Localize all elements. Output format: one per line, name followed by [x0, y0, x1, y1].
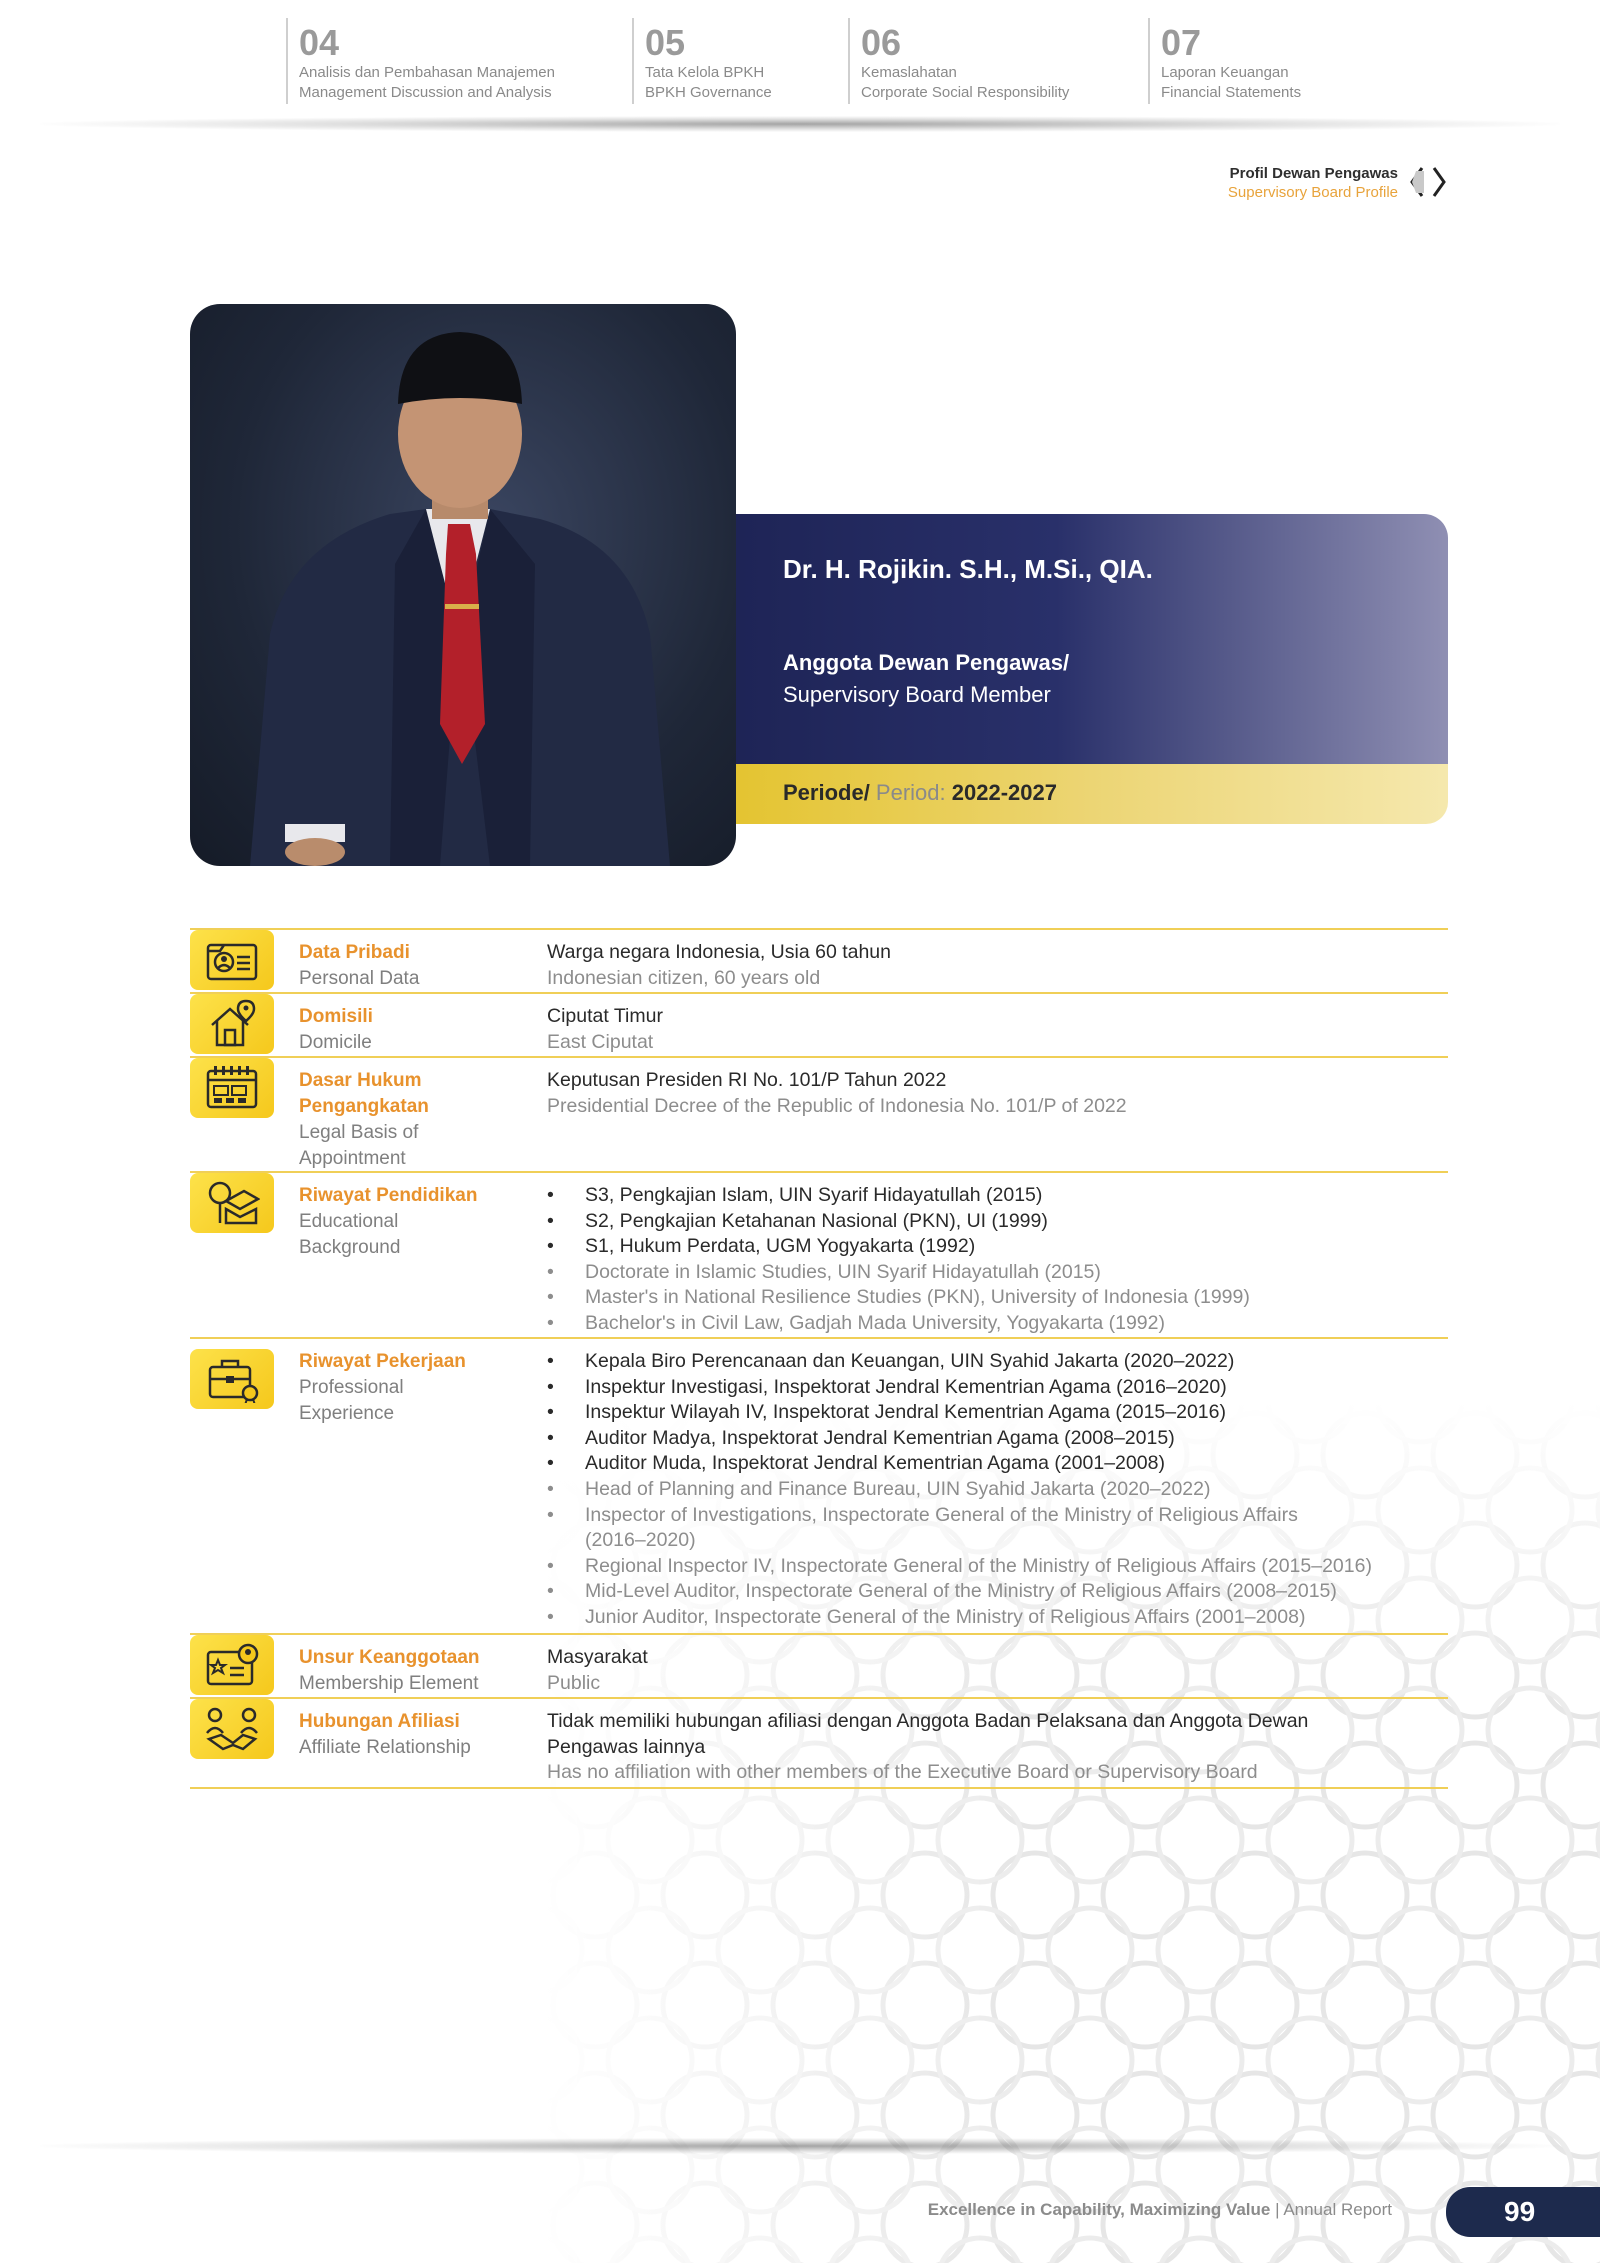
row-labels	[299, 1349, 499, 1427]
row-label-en: Legal Basis of Appointment	[299, 1122, 419, 1169]
row-content	[537, 1699, 1448, 1796]
row-value-id: Tidak memiliki hubungan afiliasi dengan Anggota Badan Pelaksana dan Anggota Dewan Pengawas lainnya	[547, 1710, 1309, 1758]
education-list	[547, 1183, 1438, 1337]
row-label-en: Affiliate Relationship	[299, 1737, 471, 1758]
footer-tagline	[928, 2200, 1392, 2220]
info-row-personal-data	[190, 928, 1448, 992]
period-label-en: Period:	[869, 780, 946, 805]
id-card-icon	[190, 930, 274, 990]
list-item: • Master's in National Resilience Studies (PKN), University of Indonesia (1999)	[547, 1285, 1438, 1311]
row-label-en: Educational Background	[299, 1211, 401, 1258]
section-header	[1228, 164, 1398, 202]
section-title-en: Supervisory Board Profile	[1227, 184, 1398, 201]
list-item: • Inspector of Investigations, Inspectorate General of the Ministry of Religious Affairs (2016–2020)	[547, 1503, 1438, 1554]
row-label-id: Domisili	[299, 1006, 373, 1027]
list-item: • S1, Hukum Perdata, UGM Yogyakarta (1992)	[547, 1234, 1438, 1260]
row-labels	[299, 940, 499, 992]
info-row-domicile	[190, 992, 1448, 1056]
row-value-id: Keputusan Presiden RI No. 101/P Tahun 2022	[547, 1069, 947, 1091]
row-value-en: Has no affiliation with other members of the Executive Board or Supervisory Board	[547, 1761, 1258, 1784]
chapter-07-link[interactable]	[1148, 18, 1368, 104]
header-shadow-divider	[40, 116, 1560, 132]
page-number: 99	[1446, 2187, 1600, 2237]
chapter-number: 05	[645, 22, 686, 63]
row-labels	[299, 1709, 499, 1761]
period-text	[783, 780, 1057, 806]
list-item: • Head of Planning and Finance Bureau, UIN Syahid Jakarta (2020–2022)	[547, 1477, 1438, 1503]
chapter-number: 07	[1161, 22, 1202, 63]
person-portrait-icon	[190, 304, 736, 866]
row-label-en: Professional Experience	[299, 1377, 404, 1424]
education-icon	[190, 1173, 274, 1233]
list-item: • Doctorate in Islamic Studies, UIN Syarif Hidayatullah (2015)	[547, 1260, 1438, 1286]
footer-report: Annual Report	[1283, 2200, 1392, 2219]
profile-role-en: Supervisory Board Member	[783, 682, 1051, 707]
row-content	[537, 930, 1448, 1001]
row-label-id: Riwayat Pekerjaan	[299, 1351, 466, 1372]
list-item: • S2, Pengkajian Ketahanan Nasional (PKN), UI (1999)	[547, 1209, 1438, 1235]
handshake-icon	[190, 1699, 274, 1759]
info-row-professional-experience	[190, 1337, 1448, 1633]
list-item: • S3, Pengkajian Islam, UIN Syarif Hidayatullah (2015)	[547, 1183, 1438, 1209]
info-row-education	[190, 1171, 1448, 1337]
row-value-id: Ciputat Timur	[547, 1005, 663, 1027]
list-item: • Kepala Biro Perencanaan dan Keuangan, UIN Syahid Jakarta (2020–2022)	[547, 1349, 1438, 1375]
chapter-number: 04	[299, 22, 340, 63]
briefcase-icon	[190, 1349, 274, 1409]
chapter-title-en: BPKH Governance	[645, 84, 772, 102]
profile-name: Dr. H. Rojikin. S.H., M.Si., QIA.	[783, 554, 1153, 584]
list-item: • Mid-Level Auditor, Inspectorate General of the Ministry of Religious Affairs (2008–2015)	[547, 1579, 1438, 1605]
chapter-nav	[286, 18, 1368, 106]
row-value-id: Warga negara Indonesia, Usia 60 tahun	[547, 941, 892, 963]
row-label-id: Hubungan Afiliasi	[299, 1711, 460, 1732]
profile-photo	[190, 304, 736, 866]
chapter-06-link[interactable]	[848, 18, 1148, 104]
row-content	[537, 1058, 1448, 1129]
chapter-04-link[interactable]	[286, 18, 632, 104]
list-item: • Auditor Muda, Inspektorat Jendral Kementrian Agama (2001–2008)	[547, 1451, 1438, 1477]
list-item: • Bachelor's in Civil Law, Gadjah Mada University, Yogyakarta (1992)	[547, 1311, 1438, 1337]
chapter-number: 06	[861, 22, 902, 63]
row-label-id: Riwayat Pendidikan	[299, 1185, 478, 1206]
chevron-nav-icon[interactable]	[1408, 162, 1448, 202]
profile-role-id: Anggota Dewan Pengawas/	[783, 650, 1070, 675]
info-row-legal-basis	[190, 1056, 1448, 1171]
chapter-title-en: Financial Statements	[1161, 84, 1302, 102]
list-item: • Inspektur Investigasi, Inspektorat Jendral Kementrian Agama (2016–2020)	[547, 1375, 1438, 1401]
row-labels	[299, 1004, 499, 1056]
house-location-icon	[190, 994, 274, 1054]
chapter-title-id: Analisis dan Pembahasan Manajemen	[299, 64, 555, 82]
chapter-title-en: Management Discussion and Analysis	[299, 84, 552, 102]
chapter-title-id: Kemaslahatan	[861, 64, 957, 82]
row-value-en: East Ciputat	[547, 1030, 654, 1053]
calendar-icon	[190, 1058, 274, 1118]
row-label-id: Unsur Keanggotaan	[299, 1647, 480, 1668]
row-content	[537, 1173, 1448, 1347]
info-row-affiliate-relationship	[190, 1697, 1448, 1789]
section-title-id: Profil Dewan Pengawas	[1229, 165, 1398, 182]
row-value-id: Masyarakat	[547, 1646, 648, 1668]
list-item: • Auditor Madya, Inspektorat Jendral Kementrian Agama (2008–2015)	[547, 1426, 1438, 1452]
row-labels	[299, 1068, 479, 1172]
chapter-title-id: Laporan Keuangan	[1161, 64, 1289, 82]
row-content	[537, 1339, 1448, 1641]
profile-info-table	[190, 928, 1448, 1789]
membership-card-icon	[190, 1635, 274, 1695]
footer-shadow-divider	[40, 2138, 1560, 2154]
list-item: • Junior Auditor, Inspectorate General of the Ministry of Religious Affairs (2001–2008)	[547, 1605, 1438, 1631]
list-item: • Regional Inspector IV, Inspectorate General of the Ministry of Religious Affairs (2015–2016)	[547, 1554, 1438, 1580]
row-value-en: Public	[547, 1671, 601, 1694]
row-label-en: Personal Data	[299, 968, 420, 989]
footer-tagline-bold: Excellence in Capability, Maximizing Value	[927, 2200, 1271, 2219]
row-value-en: Presidential Decree of the Republic of Indonesia No. 101/P of 2022	[547, 1094, 1127, 1117]
chapter-title-id: Tata Kelola BPKH	[645, 64, 765, 82]
chapter-05-link[interactable]	[632, 18, 848, 104]
row-content	[537, 994, 1448, 1065]
row-value-en: Indonesian citizen, 60 years old	[547, 966, 821, 989]
period-label-id: Periode/	[783, 780, 870, 805]
row-label-id: Data Pribadi	[299, 942, 410, 963]
row-labels	[299, 1183, 499, 1261]
row-label-id: Dasar Hukum Pengangkatan	[299, 1070, 429, 1117]
period-value: 2022-2027	[945, 780, 1057, 805]
row-labels	[299, 1645, 499, 1697]
list-item: • Inspektur Wilayah IV, Inspektorat Jendral Kementrian Agama (2015–2016)	[547, 1400, 1438, 1426]
experience-list	[547, 1349, 1438, 1631]
footer-separator: |	[1270, 2200, 1284, 2219]
period-bar	[736, 764, 1448, 824]
row-label-en: Domicile	[299, 1032, 372, 1053]
chapter-title-en: Corporate Social Responsibility	[861, 84, 1070, 102]
row-content	[537, 1635, 1448, 1706]
name-card	[736, 514, 1448, 764]
info-row-membership	[190, 1633, 1448, 1697]
row-label-en: Membership Element	[299, 1673, 479, 1694]
